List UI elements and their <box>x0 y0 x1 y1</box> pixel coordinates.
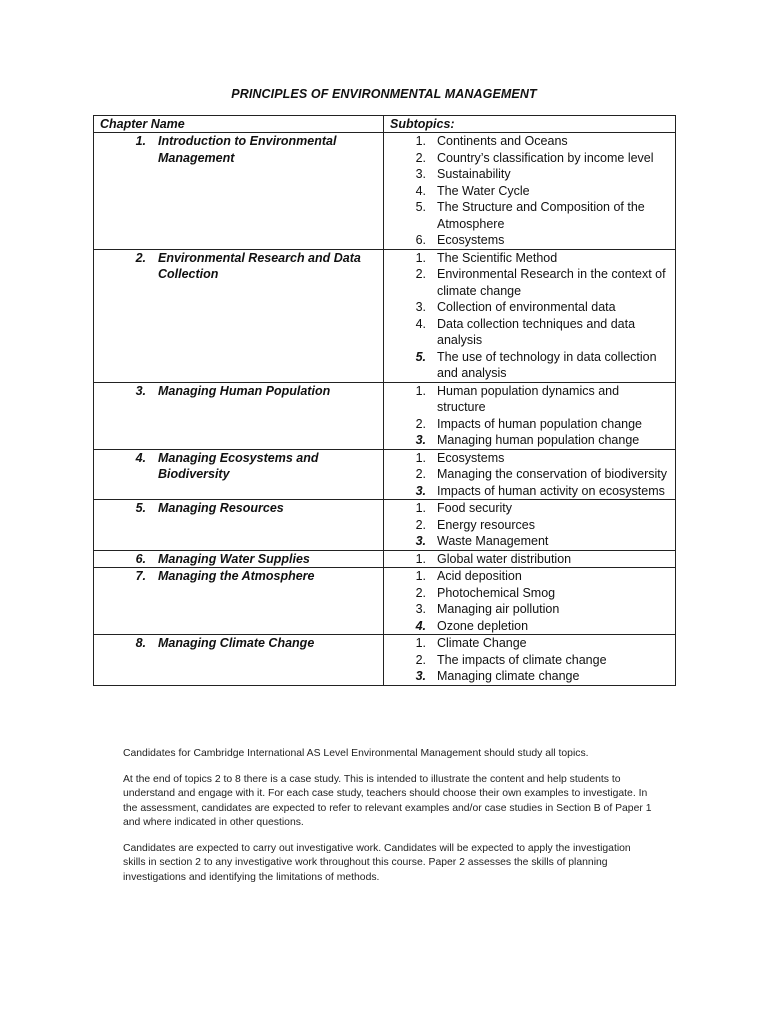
subtopic-number: 3. <box>415 167 426 181</box>
table-row <box>94 449 676 500</box>
subtopic-item <box>384 601 675 618</box>
subtopic-item <box>384 150 675 167</box>
subtopic-text: Managing the conservation of biodiversity <box>437 467 667 481</box>
subtopic-item <box>384 517 675 534</box>
subtopic-text: The Water Cycle <box>437 183 530 198</box>
chapter-number: 4. <box>135 450 146 465</box>
subtopic-number: 2. <box>415 150 426 165</box>
subtopic-number: 3. <box>415 483 426 498</box>
subtopic-text: Energy resources <box>437 517 535 532</box>
subtopic-item <box>384 133 675 150</box>
subtopic-number: 2. <box>415 416 426 431</box>
subtopic-item <box>384 551 675 568</box>
chapter-number: 8. <box>135 636 146 650</box>
subtopic-item <box>384 483 675 500</box>
subtopic-number: 2. <box>415 652 426 667</box>
table-row <box>94 382 676 449</box>
table-row <box>94 635 676 686</box>
subtopic-number: 3. <box>415 602 426 616</box>
subtopics-cell <box>384 133 676 250</box>
chapter-number: 1. <box>135 134 146 148</box>
subtopic-number: 2. <box>415 517 426 532</box>
chapter-name: Environmental Research and Data Collection <box>158 250 361 281</box>
subtopic-number: 6. <box>415 233 426 247</box>
subtopic-list <box>384 450 675 500</box>
subtopic-text: The Structure and Composition of the Atmosphere <box>437 200 645 231</box>
chapter-cell <box>94 500 384 551</box>
notes-section <box>123 747 653 896</box>
subtopic-text: Managing climate change <box>437 669 580 683</box>
subtopic-list <box>384 250 675 382</box>
chapter-entry <box>94 635 383 652</box>
subtopic-text: Managing air pollution <box>437 602 560 616</box>
subtopic-text: Global water distribution <box>437 551 572 566</box>
chapter-number: 2. <box>135 250 146 265</box>
chapter-number: 5. <box>135 501 146 515</box>
subtopic-item <box>384 450 675 467</box>
subtopics-cell <box>384 550 676 568</box>
subtopic-number: 3. <box>415 433 426 447</box>
chapter-name: Introduction to Environmental Management <box>158 134 337 165</box>
chapter-entry <box>94 551 383 568</box>
chapter-name: Managing Human Population <box>158 383 331 398</box>
subtopic-list <box>384 568 675 634</box>
chapter-entry <box>94 450 383 483</box>
subtopics-cell <box>384 635 676 686</box>
subtopic-number: 2. <box>415 267 426 281</box>
chapter-number: 3. <box>135 383 146 398</box>
syllabus-table <box>93 115 676 686</box>
subtopic-number: 1. <box>415 501 426 515</box>
subtopic-number: 1. <box>415 551 426 566</box>
note-paragraph: At the end of topics 2 to 8 there is a case study. This is intended to illustrate the content and help students to understand and engage with it. For each case study, teachers should choose their own examples to investigate. In the assessment, candidates are expected to refer to relevant examples and/or case studies in Section B of Paper 1 and where indicated in other questions. <box>123 773 652 828</box>
subtopics-cell <box>384 449 676 500</box>
chapter-cell <box>94 568 384 635</box>
subtopic-item <box>384 635 675 652</box>
subtopic-text: Data collection techniques and data analysis <box>437 316 636 347</box>
subtopic-number: 1. <box>415 636 426 650</box>
subtopic-number: 1. <box>415 569 426 583</box>
subtopic-text: Ozone depletion <box>437 618 529 633</box>
chapter-name: Managing Climate Change <box>158 636 315 650</box>
subtopic-text: The use of technology in data collection and analysis <box>437 349 657 380</box>
chapter-name: Managing Ecosystems and Biodiversity <box>158 450 319 481</box>
subtopic-list <box>384 500 675 550</box>
subtopics-cell <box>384 249 676 382</box>
chapter-entry <box>94 383 383 400</box>
subtopic-text: Managing human population change <box>437 433 640 447</box>
page-title: PRINCIPLES OF ENVIRONMENTAL MANAGEMENT <box>231 87 537 101</box>
subtopic-item <box>384 232 675 249</box>
subtopic-text: Impacts of human activity on ecosystems <box>437 483 665 498</box>
note-paragraph: Candidates for Cambridge International AS Level Environmental Management should study all topics. <box>123 748 589 759</box>
subtopic-text: Collection of environmental data <box>437 300 616 314</box>
subtopic-number: 3. <box>415 300 426 314</box>
chapter-cell <box>94 635 384 686</box>
subtopic-text: Sustainability <box>437 167 511 181</box>
chapter-name: Managing the Atmosphere <box>158 569 315 583</box>
chapter-entry <box>94 133 383 166</box>
chapter-cell <box>94 249 384 382</box>
chapter-cell <box>94 133 384 250</box>
subtopic-number: 2. <box>415 585 426 600</box>
subtopic-number: 4. <box>415 183 426 198</box>
chapter-entry <box>94 250 383 283</box>
subtopic-number: 1. <box>415 383 426 398</box>
header-chapter-name: Chapter Name <box>94 116 384 133</box>
subtopic-text: Climate Change <box>437 636 527 650</box>
subtopic-text: The impacts of climate change <box>437 652 607 667</box>
chapter-entry <box>94 568 383 585</box>
table-body <box>94 133 676 686</box>
table-row <box>94 500 676 551</box>
table-row <box>94 550 676 568</box>
table-header-row <box>94 116 676 133</box>
table-row <box>94 133 676 250</box>
subtopic-text: Ecosystems <box>437 233 505 247</box>
subtopics-cell <box>384 500 676 551</box>
chapter-number: 7. <box>135 569 146 583</box>
subtopic-item <box>384 432 675 449</box>
subtopic-text: Country’s classification by income level <box>437 150 654 165</box>
subtopic-item <box>384 416 675 433</box>
subtopic-item <box>384 500 675 517</box>
subtopic-item <box>384 568 675 585</box>
subtopic-text: Acid deposition <box>437 569 522 583</box>
subtopic-item <box>384 652 675 669</box>
subtopic-number: 1. <box>415 134 426 148</box>
subtopic-item <box>384 533 675 550</box>
subtopic-list <box>384 551 675 568</box>
subtopic-text: Human population dynamics and structure <box>437 383 620 414</box>
subtopic-number: 5. <box>415 200 426 214</box>
subtopic-number: 5. <box>415 349 426 364</box>
subtopic-list <box>384 133 675 249</box>
chapter-cell <box>94 550 384 568</box>
chapter-name: Managing Water Supplies <box>158 551 310 566</box>
table-row <box>94 249 676 382</box>
subtopic-number: 2. <box>415 467 426 481</box>
chapter-entry <box>94 500 383 517</box>
subtopic-text: Waste Management <box>437 534 549 548</box>
chapter-number: 6. <box>135 551 146 566</box>
subtopic-number: 1. <box>415 250 426 265</box>
subtopic-text: Environmental Research in the context of climate change <box>437 267 666 298</box>
subtopics-cell <box>384 568 676 635</box>
chapter-name: Managing Resources <box>158 501 284 515</box>
subtopics-cell <box>384 382 676 449</box>
subtopic-item <box>384 183 675 200</box>
subtopic-item <box>384 466 675 483</box>
subtopic-item <box>384 250 675 267</box>
subtopic-number: 1. <box>415 450 426 465</box>
subtopic-item <box>384 585 675 602</box>
subtopic-item <box>384 199 675 232</box>
note-paragraph: Candidates are expected to carry out investigative work. Candidates will be expected to apply the investigation skills in section 2 to any investigative work throughout this course. Paper 2 assesses the skills of planning investigations and identifying the limitations of methods. <box>123 842 631 883</box>
subtopic-item <box>384 618 675 635</box>
subtopic-text: Food security <box>437 501 513 515</box>
chapter-cell <box>94 382 384 449</box>
subtopic-number: 3. <box>415 669 426 683</box>
subtopic-item <box>384 383 675 416</box>
header-subtopics: Subtopics: <box>384 116 676 133</box>
subtopic-item <box>384 349 675 382</box>
subtopic-number: 3. <box>415 534 426 548</box>
subtopic-text: Ecosystems <box>437 450 505 465</box>
subtopic-item <box>384 316 675 349</box>
subtopic-number: 4. <box>415 618 426 633</box>
subtopic-item <box>384 668 675 685</box>
subtopic-text: Photochemical Smog <box>437 585 556 600</box>
subtopic-item <box>384 299 675 316</box>
subtopic-text: Continents and Oceans <box>437 134 568 148</box>
subtopic-item <box>384 166 675 183</box>
subtopic-text: Impacts of human population change <box>437 416 642 431</box>
chapter-cell <box>94 449 384 500</box>
subtopic-list <box>384 383 675 449</box>
subtopic-list <box>384 635 675 685</box>
subtopic-item <box>384 266 675 299</box>
table-row <box>94 568 676 635</box>
subtopic-text: The Scientific Method <box>437 250 558 265</box>
subtopic-number: 4. <box>415 316 426 331</box>
